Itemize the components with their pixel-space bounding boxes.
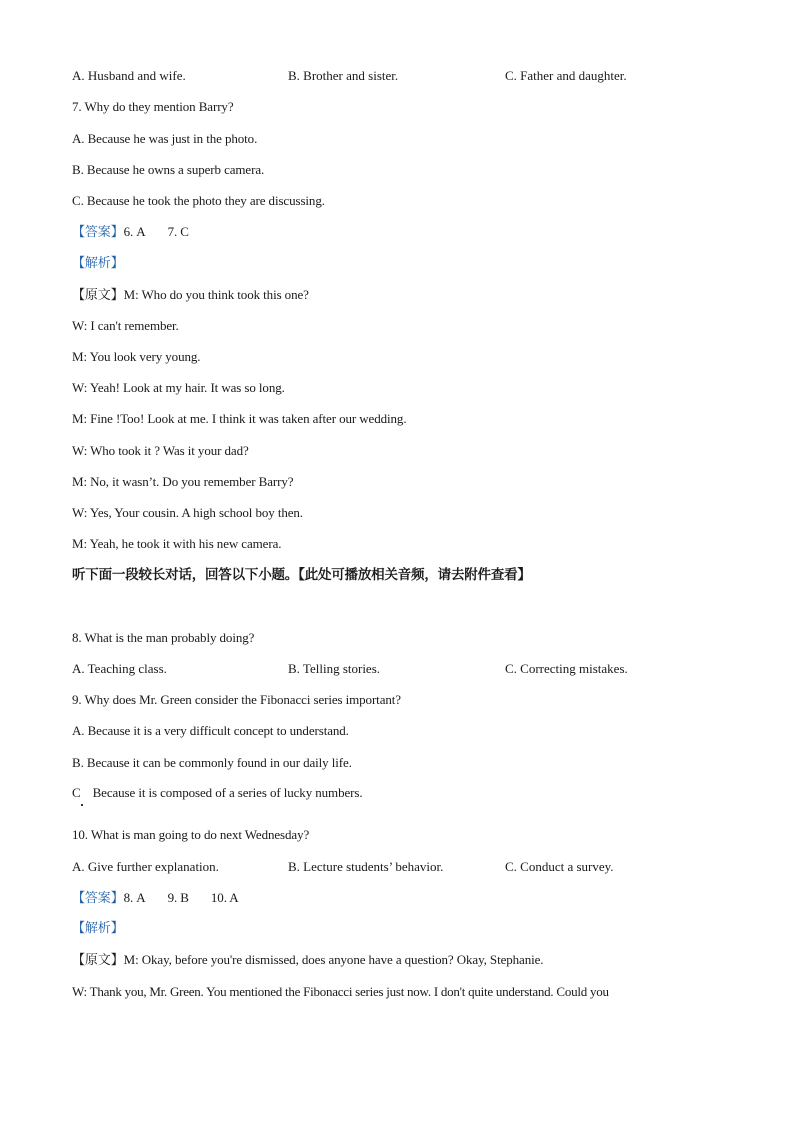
q8-option-c: C. Correcting mistakes. xyxy=(505,661,628,676)
answer-item: 8. A xyxy=(123,890,146,905)
q9-option-a: A. Because it is a very difficult concept to understand. xyxy=(72,723,349,738)
answer-item: 9. B xyxy=(167,890,189,905)
transcript-line: M: Yeah, he took it with his new camera. xyxy=(72,536,282,551)
transcript-tag: 【原文】 xyxy=(72,288,124,303)
answer-tag: 【答案】 xyxy=(72,225,124,240)
answer-line-1 xyxy=(72,224,189,241)
transcript-line: W: Yeah! Look at my hair. It was so long. xyxy=(72,380,285,395)
transcript-line: W: I can't remember. xyxy=(72,318,179,333)
transcript-line: W: Yes, Your cousin. A high school boy then. xyxy=(72,505,303,520)
q8-option-a: A. Teaching class. xyxy=(72,661,167,676)
transcript-line xyxy=(72,952,543,969)
answer-line-2 xyxy=(72,890,239,907)
q9-stem: 9. Why does Mr. Green consider the Fibonacci series important? xyxy=(72,692,401,707)
transcript-text: M: Okay, before you're dismissed, does anyone have a question? Okay, Stephanie. xyxy=(123,952,544,967)
q6-option-a: A. Husband and wife. xyxy=(72,68,186,83)
q7-option-a: A. Because he was just in the photo. xyxy=(72,131,258,146)
transcript-tag: 【原文】 xyxy=(72,953,124,968)
transcript-line: M: You look very young. xyxy=(72,349,201,364)
q8-stem: 8. What is the man probably doing? xyxy=(72,630,255,645)
transcript-text: M: Who do you think took this one? xyxy=(123,287,309,302)
answer-tag: 【答案】 xyxy=(72,891,124,906)
q9-option-c-letter: C xyxy=(72,785,81,800)
q8-option-b: B. Telling stories. xyxy=(288,661,381,676)
answer-item: 6. A xyxy=(123,224,146,239)
q9-option-c xyxy=(72,785,362,801)
q7-option-c: C. Because he took the photo they are discussing. xyxy=(72,193,325,208)
q10-option-b: B. Lecture students’ behavior. xyxy=(288,859,444,874)
stray-dot xyxy=(81,804,83,806)
transcript-line xyxy=(72,287,309,304)
q7-stem: 7. Why do they mention Barry? xyxy=(72,99,234,114)
transcript-line: W: Thank you, Mr. Green. You mentioned the Fibonacci series just now. I don't quite understand. Could you xyxy=(72,984,609,999)
transcript-line: M: Fine !Too! Look at me. I think it was taken after our wedding. xyxy=(72,411,407,426)
transcript-line: W: Who took it ? Was it your dad? xyxy=(72,443,249,458)
q6-option-c: C. Father and daughter. xyxy=(505,68,627,83)
answer-item: 7. C xyxy=(167,224,189,239)
q9-option-b: B. Because it can be commonly found in our daily life. xyxy=(72,755,352,770)
answer-item: 10. A xyxy=(210,890,239,905)
analysis-tag-1: 【解析】 xyxy=(72,256,124,271)
transcript-line: M: No, it wasn’t. Do you remember Barry? xyxy=(72,474,294,489)
q9-option-c-text: Because it is composed of a series of lucky numbers. xyxy=(92,785,363,800)
q10-stem: 10. What is man going to do next Wednesday? xyxy=(72,827,310,842)
q6-option-b: B. Brother and sister. xyxy=(288,68,399,83)
q10-option-a: A. Give further explanation. xyxy=(72,859,219,874)
q10-option-c: C. Conduct a survey. xyxy=(505,859,614,874)
analysis-tag-2: 【解析】 xyxy=(72,921,124,936)
section-instruction: 听下面一段较长对话，回答以下小题。【此处可播放相关音频，请去附件查看】 xyxy=(72,567,531,583)
q7-option-b: B. Because he owns a superb camera. xyxy=(72,162,265,177)
